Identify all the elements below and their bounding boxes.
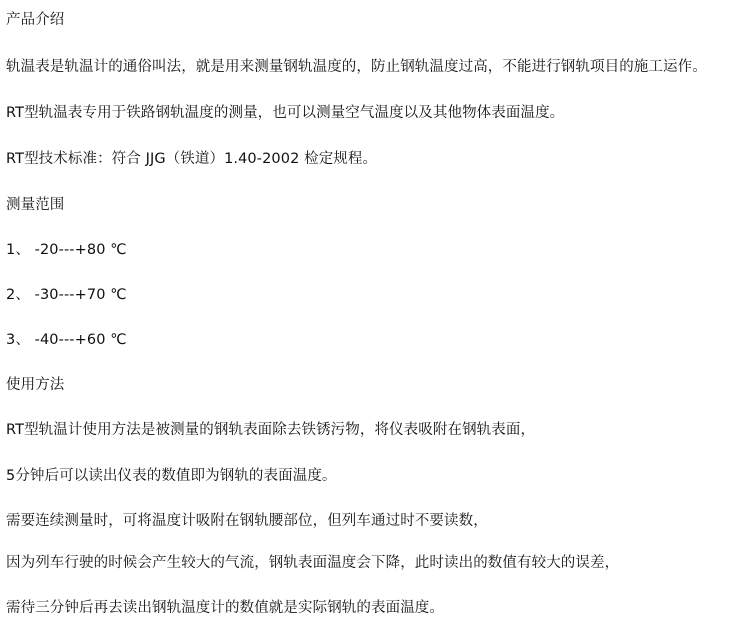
paragraph-usage-step-3: 需要连续测量时，可将温度计吸附在钢轨腰部位，但列车通过时不要读数， (6, 513, 488, 529)
range-item-1: 1、 -20---+80 ℃ (6, 242, 127, 258)
paragraph-technical-standard: RT型技术标准：符合 JJG（铁道）1.40-2002 检定规程。 (6, 151, 378, 167)
section-heading-usage: 使用方法 (6, 377, 65, 393)
range-item-3: 3、 -40---+60 ℃ (6, 332, 127, 348)
range-item-2: 2、 -30---+70 ℃ (6, 287, 127, 303)
paragraph-usage-step-2: 5分钟后可以读出仪表的数值即为钢轨的表面温度。 (6, 468, 337, 484)
section-heading-measure-range: 测量范围 (6, 197, 65, 213)
paragraph-usage-scope: RT型轨温表专用于铁路钢轨温度的测量，也可以测量空气温度以及其他物体表面温度。 (6, 105, 565, 121)
paragraph-usage-step-4: 因为列车行驶的时候会产生较大的气流，钢轨表面温度会下降，此时读出的数值有较大的误差， (6, 555, 620, 571)
paragraph-definition: 轨温表是轨温计的通俗叫法，就是用来测量钢轨温度的，防止钢轨温度过高，不能进行钢轨项目的施工运作。 (6, 59, 707, 75)
paragraph-usage-step-5: 需待三分钟后再去读出钢轨温度计的数值就是实际钢轨的表面温度。 (6, 600, 444, 616)
section-heading-product-intro: 产品介绍 (6, 12, 65, 28)
paragraph-usage-step-1: RT型轨温计使用方法是被测量的钢轨表面除去铁锈污物，将仪表吸附在钢轨表面， (6, 422, 536, 438)
